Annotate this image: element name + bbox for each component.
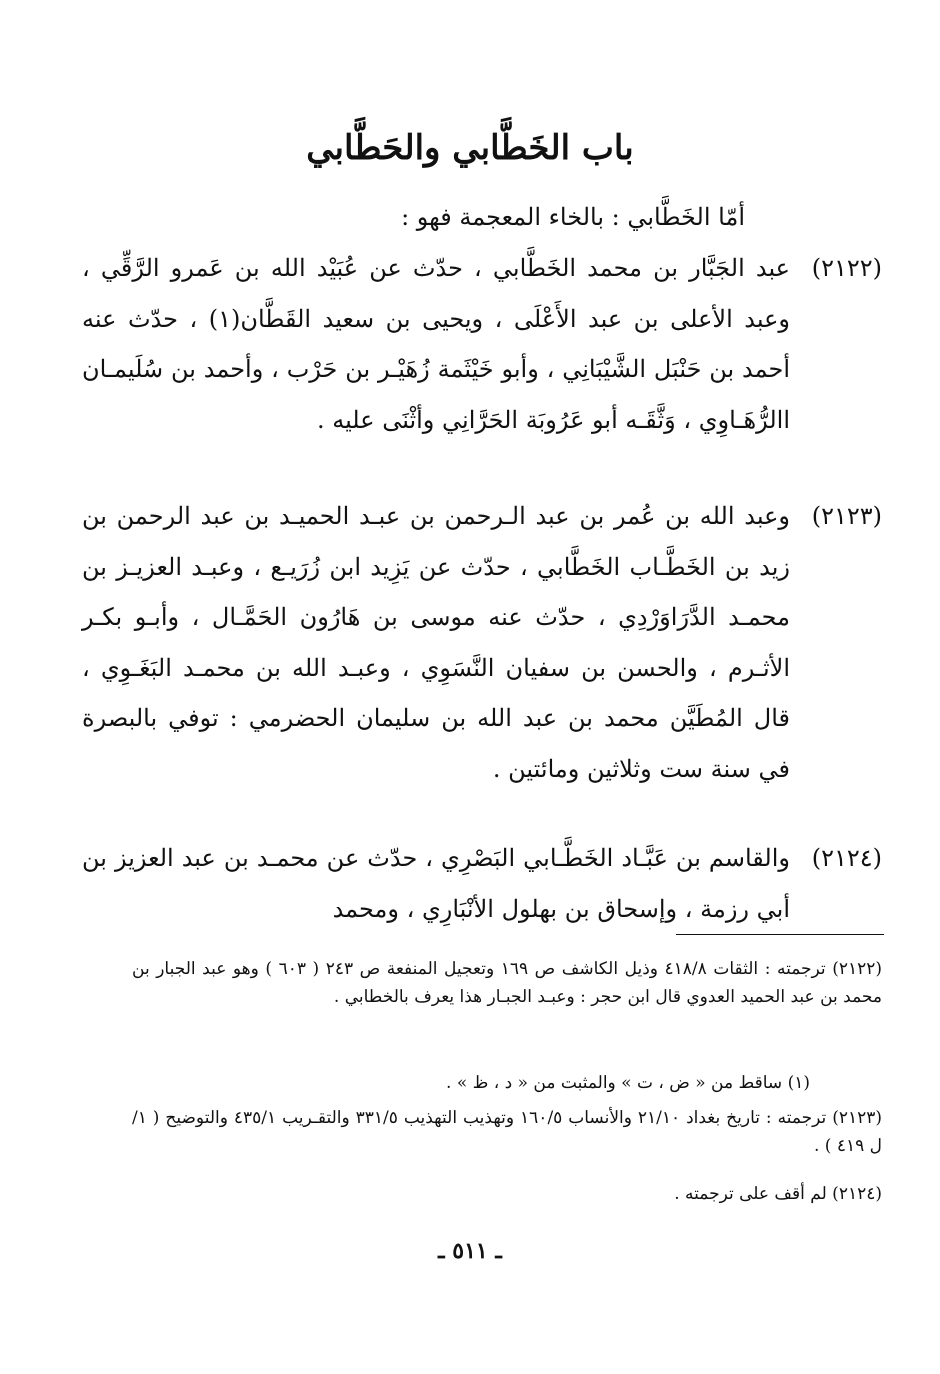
entry-2122 bbox=[42, 243, 882, 445]
entry-text: والقاسم بن عَبَّـاد الخَطَّـابي البَصْرِي ، حدّث عن محمـد بن عبد العزيز بن أبي رزمة ، وإسحاق بن بهلول الأنْبَارِي ، ومحمد bbox=[82, 844, 790, 923]
entry-2124 bbox=[42, 833, 882, 934]
page-title: باب الخَطَّابي والحَطَّابي bbox=[306, 128, 634, 168]
footnote-1: (١) ساقط من « ض ، ت » والمثبت من « د ، ظ » . bbox=[446, 1073, 810, 1093]
entry-2123 bbox=[42, 491, 882, 794]
footnote-divider bbox=[676, 934, 884, 935]
footnote-2123: (٢١٢٣) ترجمته : تاريخ بغداد ٢١/١٠ والأنساب ١٦٠/٥ وتهذيب التهذيب ٣٣١/٥ والتقـريب ٤٣٥/١ والتوضيح ( ١/ل ٤١٩ ) . bbox=[132, 1108, 883, 1156]
page-number: ـ ٥١١ ـ bbox=[438, 1238, 502, 1264]
entry-number: (٢١٢٣) bbox=[811, 502, 882, 530]
entry-number: (٢١٢٢) bbox=[811, 254, 882, 282]
entry-text: عبد الجَبَّار بن محمد الخَطَّابي ، حدّث عن عُبَيْد الله بن عَمرو الرَّقِّي ، وعبد الأعلى بن عبد الأَعْلَى ، ويحيى بن سعيد القَطَّان(١) ، حدّث عنه أحمد بن حَنْبَل الشَّيْبَانِي ، وأبو خَيْثَمة زُهَيْـر بن حَرْب ، وأحمد بن سُلَيمـان االرُّهَـاوِي ، وَثَّقَـه أبو عَرُوبَة الحَرَّانِي وأثْنَى عليه . bbox=[82, 254, 791, 434]
entry-number: (٢١٢٤) bbox=[811, 844, 882, 872]
footnote-2122: (٢١٢٢) ترجمته : الثقات ٤١٨/٨ وذيل الكاشف ص ١٦٩ وتعجيل المنفعة ص ٢٤٣ ( ٦٠٣ ) وهو عبد الجبار بن محمد بن عبد الحميد العدوي قال ابن حجر : وعبـد الجبـار هذا يعرف بالخطابي . bbox=[132, 959, 882, 1007]
footnote-2124: (٢١٢٤) لم أقف على ترجمته . bbox=[674, 1184, 882, 1204]
entry-text: وعبد الله بن عُمر بن عبد الـرحمن بن عبـد الحميـد بن عبد الرحمن بن زيد بن الخَطَّـاب الخَطَّابي ، حدّث عن يَزِيد ابن زُرَيـع ، وعبـد العزيـز بن محمـد الدَّرَاوَرْدِي ، حدّث عنه موسى بن هَارُون الحَمَّـال ، وأبـو بكـر الأثـرم ، والحسن بن سفيان النَّسَوِي ، وعبـد الله بن محمـد البَغَـوِي ، قال المُطَيَّن محمد بن عبد الله بن سليمان الحضرمي : توفي بالبصرة في سنة ست وثلاثين ومائتين . bbox=[82, 502, 790, 783]
intro-line: أمّا الخَطَّابي : بالخاء المعجمة فهو : bbox=[401, 203, 745, 231]
